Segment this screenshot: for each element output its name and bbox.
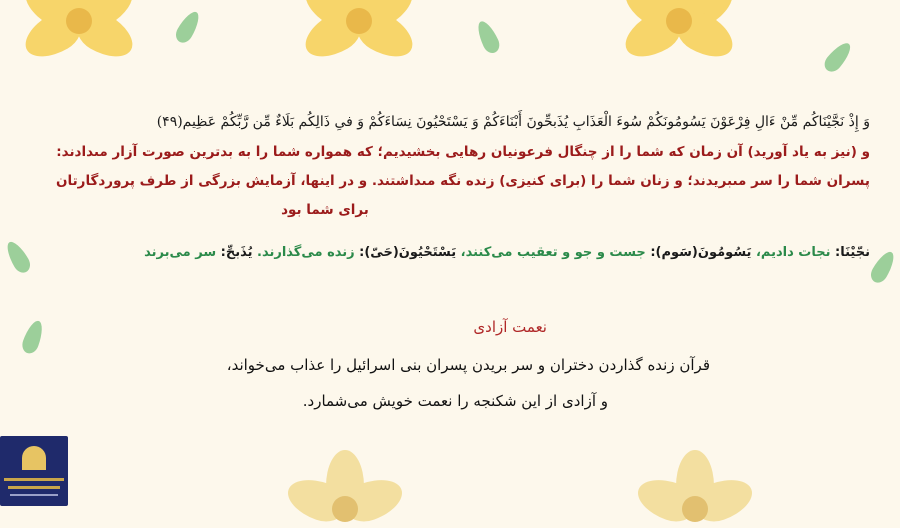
translation-line: و (نيز به ياد آوريد) آن زمان كه شما را از چنگال فرعونيان رهايى بخشيديم؛ كه همواره شما را به بدترين صورت آزار مى‏دادند: — [56, 144, 870, 160]
leaf-decoration — [821, 39, 855, 75]
quran-verse: وَ إِذْ نَجَّيْنَاكُم مِّنْ ءَالِ فِرْعَوْنَ يَسُومُونَكُمْ سُوءَ الْعَذَابِ يُذَبحِّونَ أَبْنَاءَكُمْ وَ يَسْتَحْيُونَ نِسَاءَكُمْ وَ فىِ ذَالِكُم بَلَاءٌ مِّن رَّبِّكُمْ عَظِيم(۴۹) — [156, 114, 870, 130]
vocabulary-line — [40, 241, 870, 265]
institution-logo — [0, 436, 68, 506]
section-heading: نعمت آزادی — [473, 318, 547, 336]
leaf-decoration — [20, 318, 47, 355]
translation-line: براى شما بود — [281, 202, 369, 218]
flower-decoration-right — [620, 0, 740, 70]
leaf-decoration — [474, 18, 503, 56]
vocab-term: يَسْتَحْيُونَ(حَىّ): — [359, 245, 457, 260]
leaf-decoration — [868, 248, 899, 285]
leaf-decoration — [3, 238, 34, 275]
content-area — [40, 108, 870, 265]
vocab-definition: سر مى‌برند — [144, 245, 217, 260]
flower-decoration-bottom — [290, 430, 400, 510]
body-text-line: قرآن زنده گذاردن دختران و سر بریدن پسران بنی اسرائیل را عذاب می‌خواند، — [226, 356, 710, 374]
vocab-definition: جست و جو و تعقيب مى‌كنند، — [460, 245, 646, 260]
flower-decoration-center — [300, 0, 420, 70]
leaf-decoration — [173, 8, 204, 45]
vocab-definition: نجات داديم، — [755, 245, 831, 260]
vocab-term: نجّيْنَا: — [835, 245, 870, 260]
vocab-definition: زنده مى‌گذارند. — [257, 245, 355, 260]
flower-decoration-left — [20, 0, 140, 70]
verse-translation — [40, 138, 870, 225]
vocab-term: يُذَبحِّ: — [220, 245, 253, 260]
flower-decoration-bottom — [640, 430, 750, 510]
body-text-line: و آزادی از این شکنجه را نعمت خویش می‌شمارد. — [302, 392, 608, 410]
translation-line: پسران شما را سر مى‏بريدند؛ و زنان شما را (براى كنيزى) زنده نگه مى‏داشتند. و در اينها، آزمايش بزرگى از طرف پروردگارتان — [56, 173, 870, 189]
mosque-dome-icon — [22, 446, 46, 470]
vocab-term: يَسُومُونَ(سَوم): — [650, 245, 752, 260]
